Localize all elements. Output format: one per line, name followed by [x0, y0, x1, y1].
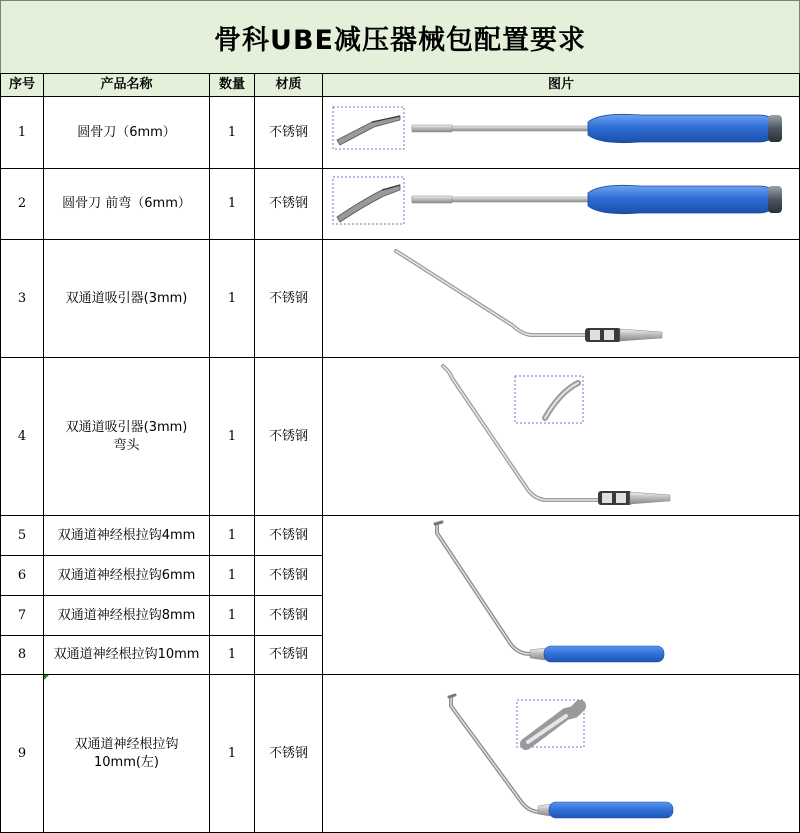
header-seq: 序号 — [0, 73, 44, 97]
row-3-name: 双通道吸引器(3mm) — [43, 239, 210, 358]
row-7-name: 双通道神经根拉钩8mm — [43, 595, 210, 636]
row-3-seq: 3 — [0, 239, 44, 358]
row-4-name-line2: 弯头 — [113, 437, 140, 453]
row-9-name-line2: 10mm(左) — [93, 754, 159, 770]
row-5-material: 不锈钢 — [254, 515, 323, 556]
row-8-name: 双通道神经根拉钩10mm — [43, 635, 210, 675]
page-title: 骨科UBE减压器械包配置要求 — [0, 0, 800, 74]
nerve-root-retractor-image — [435, 522, 664, 662]
row-9-material: 不锈钢 — [254, 674, 323, 833]
row-2-qty: 1 — [209, 168, 255, 240]
row-1-seq: 1 — [0, 96, 44, 169]
osteotome-image — [333, 107, 782, 149]
row-2-material: 不锈钢 — [254, 168, 323, 240]
row-6-material: 不锈钢 — [254, 555, 323, 596]
row-4-material: 不锈钢 — [254, 357, 323, 516]
header-image: 图片 — [322, 73, 800, 97]
cell-comment-marker — [44, 675, 49, 680]
row-4-seq: 4 — [0, 357, 44, 516]
row-5-seq: 5 — [0, 515, 44, 556]
row-5-name: 双通道神经根拉钩4mm — [43, 515, 210, 556]
row-6-seq: 6 — [0, 555, 44, 596]
left-nerve-root-retractor-image — [449, 695, 673, 818]
row-8-qty: 1 — [209, 635, 255, 675]
row-6-qty: 1 — [209, 555, 255, 596]
row-1-material: 不锈钢 — [254, 96, 323, 169]
row-1-name: 圆骨刀（6mm） — [43, 96, 210, 169]
header-name: 产品名称 — [43, 73, 210, 97]
suction-tube-image — [396, 251, 662, 342]
row-3-qty: 1 — [209, 239, 255, 358]
row-9-name-line1: 双通道神经根拉钩 — [74, 736, 179, 752]
row-6-name: 双通道神经根拉钩6mm — [43, 555, 210, 596]
curved-osteotome-image — [333, 177, 782, 224]
row-7-seq: 7 — [0, 595, 44, 636]
row-8-material: 不锈钢 — [254, 635, 323, 675]
curved-suction-tube-image — [443, 366, 670, 505]
row-5-qty: 1 — [209, 515, 255, 556]
header-qty: 数量 — [209, 73, 255, 97]
row-8-seq: 8 — [0, 635, 44, 675]
row-2-name: 圆骨刀 前弯（6mm） — [43, 168, 210, 240]
row-9-qty: 1 — [209, 674, 255, 833]
row-7-material: 不锈钢 — [254, 595, 323, 636]
row-9-seq: 9 — [0, 674, 44, 833]
row-4-qty: 1 — [209, 357, 255, 516]
row-3-material: 不锈钢 — [254, 239, 323, 358]
row-1-qty: 1 — [209, 96, 255, 169]
header-material: 材质 — [254, 73, 323, 97]
row-7-qty: 1 — [209, 595, 255, 636]
row-4-name-line1: 双通道吸引器(3mm) — [65, 419, 188, 435]
row-2-seq: 2 — [0, 168, 44, 240]
